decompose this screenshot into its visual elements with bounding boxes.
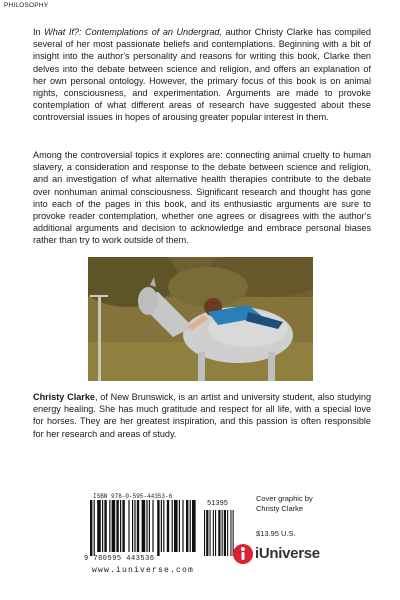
barcode-bar [137, 500, 139, 552]
author-with-horse-image [88, 257, 313, 381]
publisher-name [255, 545, 320, 562]
description-paragraph-1 [33, 26, 371, 124]
barcode-bar [167, 500, 169, 552]
author-name: Christy Clarke [33, 392, 95, 402]
cover-credit-line-1: Cover graphic by [256, 494, 313, 503]
barcode-bar [112, 500, 116, 552]
price-code: 51395 [207, 500, 229, 508]
barcode-block [84, 493, 236, 583]
book-title: What If?: Contemplations of an Undergrad, [44, 27, 222, 37]
barcode-bar [157, 500, 159, 556]
barcode-bar [163, 500, 164, 552]
book-price: $13.95 U.S. [256, 529, 296, 538]
isbn-digits: 9 780595 443536 [84, 555, 155, 563]
barcode-bar [161, 500, 162, 552]
barcode-bar [109, 500, 110, 552]
barcode-bar [120, 500, 121, 552]
description-paragraph-2: Among the controversial topics it explores are: connecting animal cruelty to human slavery, a consideration and response to the debate between science and religion, and an investigation of what alternative health therapies contribute to the debate over nonhuman animal consciousness. Significant research and thought has gone into each of the pages in this book, and its enthusiastic arguments are sure to provoke reader contemplation, whether one agrees or disagrees with the author's additional arguments and decision to acknowledge and embrace personal biases rather than try to work outside of them. [33, 150, 371, 246]
cover-credit-line-2: Christy Clarke [256, 504, 304, 513]
barcode-bar [152, 500, 153, 552]
barcode-bar [134, 500, 135, 552]
barcode-bar [192, 500, 196, 552]
barcode-bar [174, 500, 178, 552]
barcode-bar [90, 500, 92, 556]
isbn-label: ISBN 978-0-595-44353-6 [93, 493, 173, 500]
barcode-bar [116, 500, 118, 552]
publisher-name-rest: Universe [258, 545, 320, 562]
author-bio-paragraph [33, 391, 371, 440]
iuniverse-logo-icon [232, 543, 254, 565]
addon-barcode-bar [222, 510, 223, 556]
category-label: PHILOSOPHY [4, 2, 49, 9]
addon-barcode-bar [210, 510, 211, 556]
barcode-bar [104, 500, 106, 552]
addon-barcode-bar [227, 510, 228, 556]
barcode-bar [102, 500, 103, 552]
barcode-bar [146, 500, 147, 552]
barcode-bar [186, 500, 188, 552]
barcode-bar [182, 500, 183, 552]
para1-lead: In [33, 27, 45, 37]
barcode-bar [132, 500, 133, 552]
publisher-name-i: i [255, 545, 259, 562]
author-photo [88, 257, 313, 381]
publisher-website: www.iuniverse.com [92, 566, 195, 575]
cover-credits [256, 494, 313, 514]
addon-barcode-bar [213, 510, 214, 556]
bio-rest: , of New Brunswick, is an artist and university student, also studying energy healing. She has much gratitude and respect for all life, with a special love for horses. They are her greatest inspiration, and this passion is often responsible for her research and areas of study. [33, 392, 371, 439]
barcode-bar [128, 500, 129, 552]
barcode-bar [122, 500, 124, 552]
barcode-bar [149, 500, 150, 552]
barcode-bar [172, 500, 173, 552]
barcode-bar [142, 500, 146, 552]
addon-barcode-bar [204, 510, 205, 556]
isbn-barcode [84, 500, 236, 558]
barcode-bar [94, 500, 95, 556]
addon-barcode-bar [206, 510, 208, 556]
publisher-logo [232, 543, 332, 565]
para1-rest: author Christy Clarke has compiled several of her most passionate beliefs and contemplations. Beginning with a bit of insight into the author's personality and reasons for writing this book, Clarke then delves into the debate between science and religion, and offers an explanation of her own personal ontology. However, the primary focus of this book is on animal rights, consciousness, and experimentation. Arguments are made to provoke contemplation of what different areas of research have suggested about these controversial issues in hopes of arousing greater popular interest in them. [33, 27, 371, 123]
addon-barcode-bar [218, 510, 220, 556]
addon-barcode-bar [224, 510, 226, 556]
barcode-bar [190, 500, 191, 552]
barcode-bar [97, 500, 101, 552]
addon-barcode-bar [215, 510, 216, 556]
barcode-bar [179, 500, 180, 552]
